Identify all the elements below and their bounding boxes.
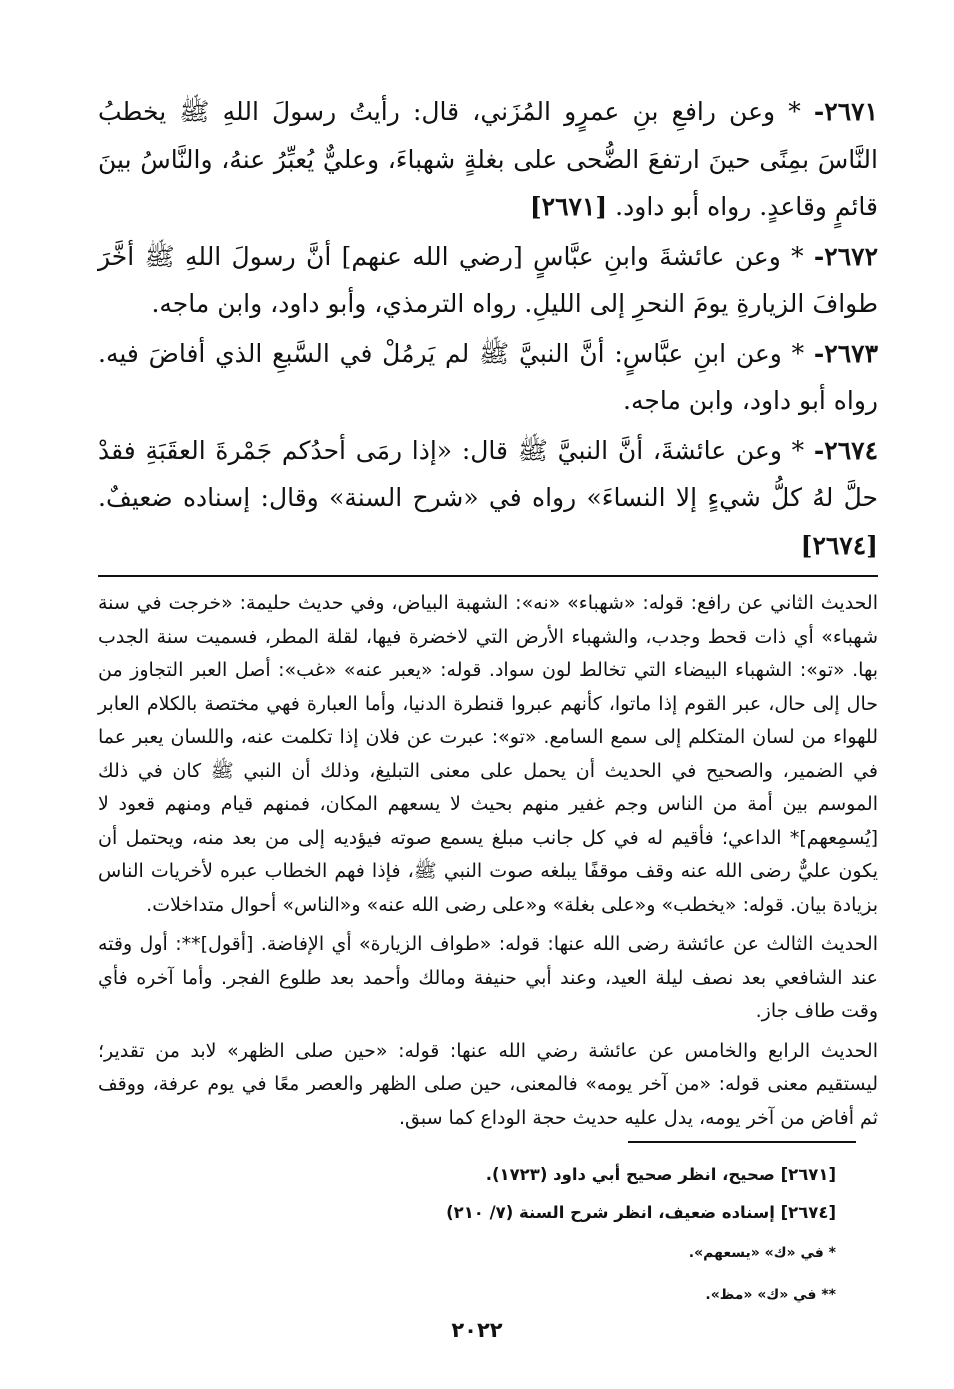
footnote-source: [٢٦٧٤] إسناده ضعيف، انظر شرح السنة (٧/ ٢١٠) bbox=[446, 1203, 836, 1222]
commentary-paragraph: الحديث الرابع والخامس عن عائشة رضي الله عنها: قوله: «حين صلى الظهر» لابد من تقدير؛ ليستقيم معنى قوله: «من آخر يومه» فالمعنى، حين صلى الظهر والعصر معًا في يوم عرفة، ووقف ثم أفاض من آخر يومه، يدل عليه حديث حجة الوداع كما سبق. bbox=[98, 1039, 878, 1129]
hadith-ref: [٢٦٧٤] bbox=[800, 530, 878, 560]
hadith-text: * وعن رافعِ بنِ عمرٍو المُزَني، قال: رأيتُ رسولَ اللهِ ﷺ يخطبُ النَّاسَ بمِنًى حينَ ارتفعَ الضُّحى على بغلةٍ شهباءَ، وعليٌّ يُعبِّرُ عنهُ، والنَّاسُ بينَ قائمٍ وقاعدٍ. رواه أبو داود. bbox=[98, 97, 878, 221]
hadith-text: * وعن ابنِ عبَّاسٍ: أنَّ النبيَّ ﷺ لم يَرمُلْ في السَّبعِ الذي أفاضَ فيه. رواه أبو داود، وابن ماجه. bbox=[98, 338, 878, 415]
commentary-paragraph: الحديث الثاني عن رافع: قوله: «شهباء» «نه»: الشهبة البياض، وفي حديث حليمة: «خرجت في سنة شهباء» أي ذات قحط وجدب، والشهباء الأرض التي لاخضرة فيها، لقلة المطر، فسميت سنة الجدب بها. «تو»: الشهباء البيضاء التي تخالط لون سواد. قوله: «يعبر عنه» «غب»: أصل العبر التجاوز من حال إلى حال، عبر القوم إذا ماتوا، كأنهم عبروا قنطرة الدنيا، وأما العبارة فهي مختصة بالكلام العابر للهواء من لسان المتكلم إلى سمع السامع. «تو»: عبرت عن فلان إذا تكلمت عنه، واللسان يعبر عما في الضمير، والصحيح في الحديث أن يحمل على معنى التبليغ، وذلك أن النبي ﷺ كان في ذلك الموسم بين أمة من الناس وجم غفير منهم بحيث لا يسعهم المكان، فمنهم قيام ومنهم قعود لا [يُسمِعهم]* الداعي؛ فأقيم له في كل جانب مبلغ يسمع صوته فيؤديه إلى من بعد منه، ويحتمل أن يكون عليٌّ رضى الله عنه وقف موقفًا يبلغه صوت النبي ﷺ، فإذا فهم الخطاب عبره لأخريات الناس بزيادة بيان. قوله: «يخطب» و«على بغلة» و«على رضى الله عنه» و«الناس» أحوال متداخلات. bbox=[98, 592, 878, 916]
footnote-variant: ** في «ك» «مظ». bbox=[705, 1287, 836, 1303]
footnote-variant: * في «ك» «يسعهم». bbox=[688, 1245, 836, 1261]
hadith-number: ٢٦٧٣- bbox=[813, 338, 879, 368]
hadith-number: ٢٦٧٢- bbox=[813, 241, 878, 271]
page-number: ٢٠٢٢ bbox=[451, 1318, 503, 1342]
section-divider bbox=[98, 575, 878, 577]
hadith-text: * وعن عائشةَ وابنِ عبَّاسٍ [رضي الله عنهم] أنَّ رسولَ اللهِ ﷺ أخَّرَ طوافَ الزيارةِ يومَ النحرِ إلى الليلِ. رواه الترمذي، وأبو داود، وابن ماجه. bbox=[98, 241, 878, 318]
commentary-paragraph: الحديث الثالث عن عائشة رضى الله عنها: قوله: «طواف الزيارة» أي الإفاضة. [أقول]**: أول وقته عند الشافعي بعد نصف ليلة العيد، وعند أبي حنيفة ومالك وأحمد بعد طلوع الفجر. وأما آخره فأي وقت طاف جاز. bbox=[98, 933, 878, 1022]
hadith-2672 bbox=[98, 233, 878, 328]
page-content bbox=[98, 88, 878, 1141]
hadith-number: ٢٦٧٤- bbox=[813, 435, 878, 465]
footnote-source: [٢٦٧١] صحيح، انظر صحيح أبي داود (١٧٢٣). bbox=[485, 1165, 836, 1184]
hadith-2674 bbox=[98, 427, 878, 570]
hadith-2673 bbox=[98, 330, 878, 425]
footnotes bbox=[236, 1156, 836, 1316]
hadith-text: * وعن عائشةَ، أنَّ النبيَّ ﷺ قال: «إذا رمَى أحدُكم جَمْرةَ العقَبَةِ فقدْ حلَّ لهُ كلُّ شيءٍ إلا النساءَ» رواه في «شرح السنة» وقال: إسناده ضعيفٌ. bbox=[98, 435, 878, 512]
hadith-2671 bbox=[98, 88, 878, 231]
hadith-number: ٢٦٧١- bbox=[813, 97, 878, 126]
hadith-ref: [٢٦٧١] bbox=[529, 192, 608, 221]
footnote-divider bbox=[628, 1141, 856, 1143]
